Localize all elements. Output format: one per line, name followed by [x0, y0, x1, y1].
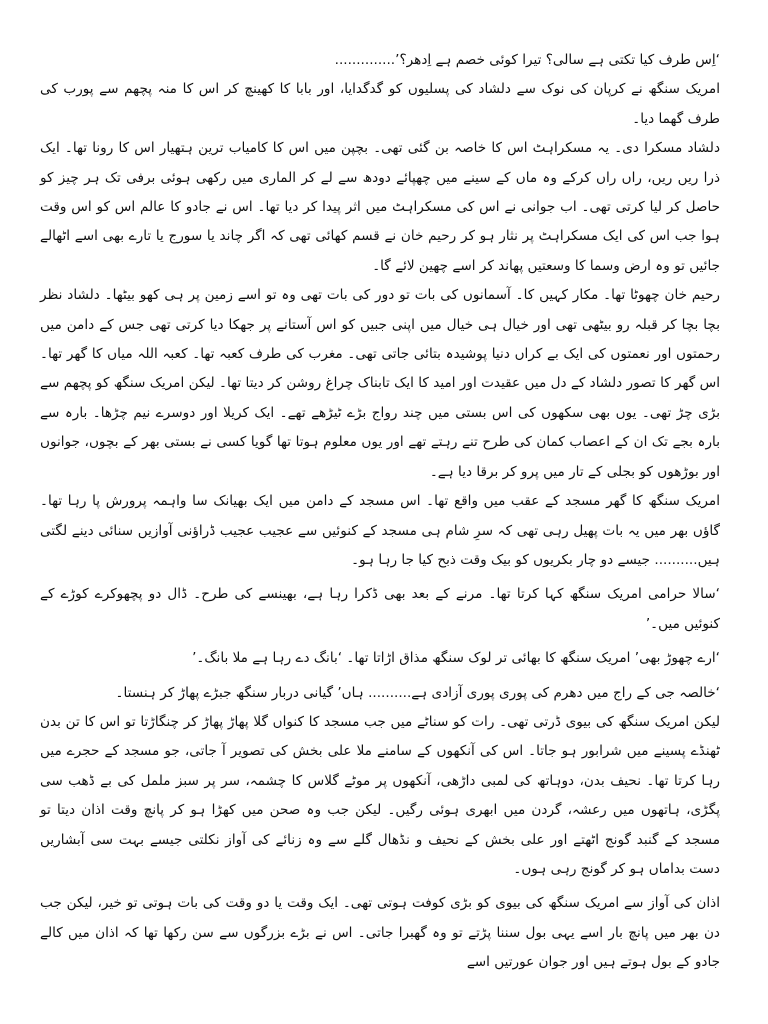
paragraph-mosque-well: امریک سنگھ کا گھر مسجد کے عقب میں واقع تھا۔ اس مسجد کے دامن میں ایک بھیانک سا واہمہ پرورش پا رہا تھا۔ گاؤں بھر میں یہ بات پھیل رہی تھی کہ سرِ شام ہی مسجد کے کنوئیں سے عجیب عجیب ڈراؤنی آوازیں سنائی دینے لگتی ہیں.......... جیسے دو چار بکریوں کو بیک وقت ذبح کیا جا رہا ہو۔: [40, 493, 720, 568]
paragraph-dialogue-giani: ‘خالصہ جی کے راج میں دھرم کی پوری پوری آزادی ہے.......... ہاں’ گیانی دربار سنگھ جبڑے پھاڑ کر ہنستا۔: [115, 684, 720, 701]
paragraph-dilshad-smile: دلشاد مسکرا دی۔ یہ مسکراہٹ اس کا خاصہ بن گئی تھی۔ بچپن میں اس کا کامیاب ترین ہتھیار اس کا رونا تھا۔ ایک ذرا ریں ریں، راں راں کرکے وہ ماں کے سینے میں چھپائے دودھ سے لے کر الماری میں رکھی ہوئی برفی تک ہر چیز کو حاصل کر لیا کرتی تھی۔ اب جوانی نے اس کی مسکراہٹ میں اثر پیدا کر دیا تھا۔ اس نے جادو کا عالم اس کو اس وقت ہوا جب اس کی ایک مسکراہٹ پر نثار ہو کر رحیم خان نے قسم کھائی تھی کہ اگر چاند یا سورج یا تارے بھی اسے اٹھالے جائیں تو وہ ارض وسما کا وسعتیں پھاند کر اسے چھین لائے گا۔: [40, 140, 720, 274]
paragraph-amrik-kirpan: امریک سنگھ نے کرپان کی نوک سے دلشاد کی پسلیوں کو گدگدایا، اور بابا کا کھینچ کر اس کا منہ پچھم سے پورب کی طرف گھما دیا۔: [40, 81, 720, 127]
paragraph-opening-dialogue: ‘اِس طرف کیا تکتی ہے سالی؟ تیرا کوئی خصم ہے اِدھر؟’..............: [334, 52, 720, 68]
paragraph-wife-fear: لیکن امریک سنگھ کی بیوی ڈرتی تھی۔ رات کو سناٹے میں جب مسجد کا کنواں گلا پھاڑ پھاڑ کر چنگاڑتا تو اس کا تن بدن ٹھنڈے پسینے میں شرابور ہو جاتا۔ اس کی آنکھوں کے سامنے ملا علی بخش کی تصویر آ جاتی، جو مسجد کے حجرے میں رہا کرتا تھا۔ نحیف بدن، دوہاتھ کی لمبی داڑھی، آنکھوں پر موٹے گلاس کا چشمہ، سر پر سبز ململ کی بے ڈھب سی پگڑی، ہاتھوں میں رعشہ، گردن میں ابھری ہوئی رگیں۔ لیکن جب وہ صحن میں کھڑا ہو کر پانچ وقت اذان دیتا تو مسجد کے گنبد گونج اٹھتے اور علی بخش کے نحیف و نڈھال گلے سے وہ زنائے کی آواز نکلتی جیسے بہت سی آبشاریں دست بداماں ہو کر گونج رہی ہوں۔: [40, 713, 720, 877]
paragraph-rahim-khan: رحیم خان چھوٹا تھا۔ مکار کہیں کا۔ آسمانوں کی بات تو دور کی بات تھی وہ تو اسے زمین پر ہی کھو بیٹھا۔ دلشاد نظر بچا بچا کر قبلہ رو بیٹھی تھی اور خیال ہی خیال میں اپنی جبیں کو اس آستانے پر جھکا دیا کرتی تھی جس کے دامن میں رحمتوں اور نعمتوں کی ایک بے کراں دنیا پوشیدہ بتائی جاتی تھی۔ مغرب کی طرف کعبہ تھا۔ کعبہ اللہ میاں کا گھر تھا۔ اس گھر کا تصور دلشاد کے دل میں عقیدت اور امید کا ایک تابناک چراغ روشن کر دیتا تھا۔ لیکن امریک سنگھ کو پچھم سے بڑی چڑ تھی۔ یوں بھی سکھوں کی اس بستی میں چند رواج بڑے ٹیڑھے تھے۔ ایک کریلا اور دوسرے نیم چڑھا۔ بارہ سے بارہ بجے تک ان کے اعصاب کمان کی طرح تنے رہتے تھے اور یوں معلوم ہوتا تھا گویا کسی نے بستی بھر کے بچوں، جوانوں اور بوڑھوں کو بجلی کے تار میں پرو کر برقا دیا ہے۔: [40, 287, 720, 480]
paragraph-dialogue-trilok: ‘ارے چھوڑ بھی’ امریک سنگھ کا بھائی تر لوک سنگھ مذاق اڑاتا تھا۔ ‘بانگ دے رہا ہے ملا بانگ۔’: [192, 650, 720, 667]
paragraph-dialogue-amrik: ‘سالا حرامی امریک سنگھ کہا کرتا تھا۔ مرنے کے بعد بھی ڈکرا رہا ہے، بھینسے کی طرح۔ ڈال دو پچھوکرے کوڑے کے کنوئیں میں۔’: [40, 586, 720, 632]
paragraph-azan: اذان کی آواز سے امریک سنگھ کی بیوی کو بڑی کوفت ہوتی تھی۔ ایک وقت یا دو وقت کی بات ہوتی تو خیر، لیکن جب دن بھر میں پانچ بار اسے یہی بول سننا پڑتے تو وہ گھبرا جاتی۔ اس نے بڑے بزرگوں سے سن رکھا تھا کہ اذان میں کالے جادو کے بول ہوتے ہیں اور جوان عورتیں اسے: [40, 895, 720, 971]
